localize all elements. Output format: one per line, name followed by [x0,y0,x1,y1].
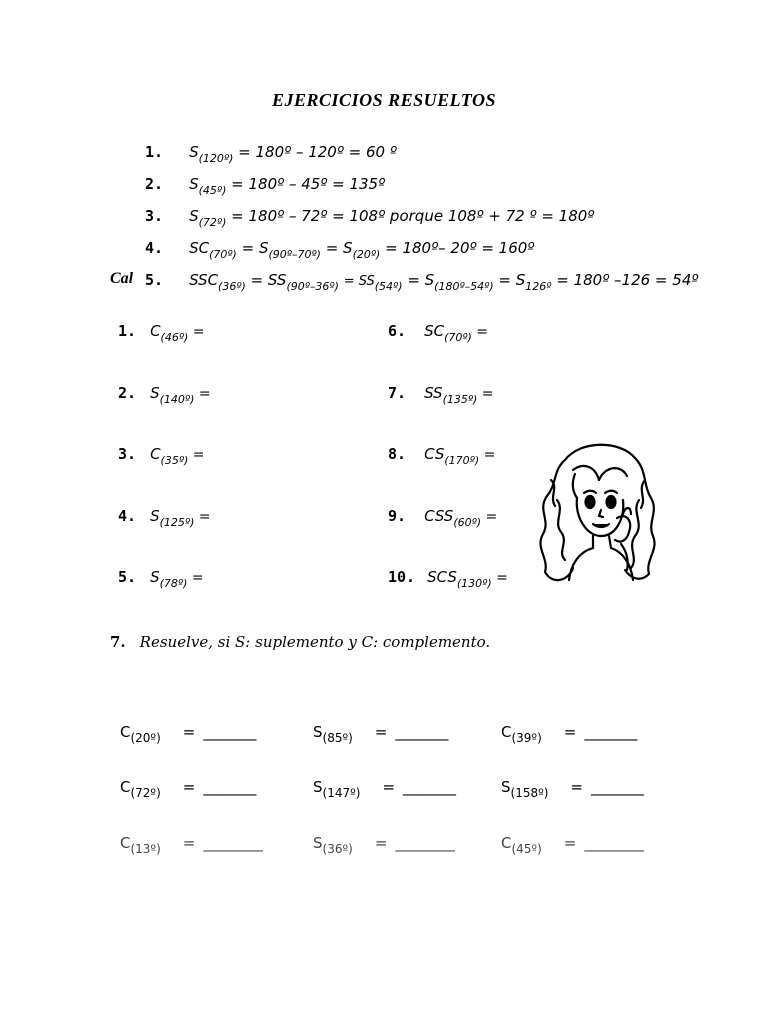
page-title: EJERCICIOS RESUELTOS [272,90,496,110]
item-number: 4. [145,239,164,257]
instruction-text: Resuelve, si S: suplemento y C: complemento. [139,633,491,651]
solved-row-1 [145,143,397,165]
fill-item-2-1: $C_{(72º)}$ = ________ [120,778,256,800]
exercise-expression: $S_{(125º)}$ = [150,507,211,529]
exercise-6 [388,322,488,344]
solved-row-3 [145,207,594,229]
solved-expression: $S_{(72º)}$ = 180º – 72º = 108º porque 108º + 72 º = 180º [189,207,595,229]
exercise-9 [388,507,497,529]
exercise-10 [388,568,508,590]
fill-item-2-2: $S_{(147º)}$ = ________ [313,778,456,800]
cal-label: Cal [110,270,134,287]
item-number: 5. [145,271,164,289]
exercise-expression: $S_{(78º)}$ = [150,568,204,590]
item-number: 7. [388,384,407,402]
exercise-8 [388,445,495,467]
girl-thinking-icon [535,440,660,590]
answer-blank[interactable]: ________ [403,778,456,796]
item-number: 10. [388,568,416,586]
item-number: 8. [388,445,407,463]
answer-blank[interactable]: ________ [591,778,644,796]
item-number: 1. [118,322,137,340]
solved-row-4 [145,239,534,261]
solved-row-5 [145,271,698,293]
fill-item-3-2: $S_{(36º)}$ = _________ [313,834,454,856]
solved-expression: $SC_{(70º)} = S_{(90º-70º)} = S_{(20º)}$ = 180º– 20º = 160º [189,239,535,261]
fill-item-3-1: $C_{(13º)}$ = _________ [120,834,262,856]
exercise-expression: $CSS_{(60º)}$ = [424,507,498,529]
answer-blank[interactable]: _________ [395,834,454,852]
answer-blank[interactable]: ________ [203,723,256,741]
solved-expression: $S_{(45º)}$ = 180º – 45º = 135º [189,175,386,197]
exercise-4 [118,507,211,529]
answer-blank[interactable]: _________ [584,834,643,852]
exercise-expression: $CS_{(170º)}$ = [424,445,496,467]
item-number: 2. [118,384,137,402]
fill-item-1-2: $S_{(85º)}$ = ________ [313,723,448,745]
item-number: 3. [145,207,164,225]
solved-row-2 [145,175,385,197]
fill-item-3-3: $C_{(45º)}$ = _________ [501,834,643,856]
exercise-7 [388,384,494,406]
item-number: 4. [118,507,137,525]
answer-blank[interactable]: ________ [584,723,637,741]
answer-blank[interactable]: _________ [203,834,262,852]
answer-blank[interactable]: ________ [395,723,448,741]
solved-expression: $S_{(120º)}$ = 180º – 120º = 60 º [189,143,397,165]
item-number: 1. [145,143,164,161]
exercise-1 [118,322,205,344]
fill-item-2-3: $S_{(158º)}$ = ________ [501,778,644,800]
instruction-number: 7. [110,633,126,651]
exercise-expression: $SC_{(70º)}$ = [424,322,489,344]
fill-item-1-1: $C_{(20º)}$ = ________ [120,723,256,745]
instruction [110,633,490,651]
item-number: 6. [388,322,407,340]
exercise-expression: $S_{(140º)}$ = [150,384,211,406]
exercise-expression: $SS_{(135º)}$ = [424,384,494,406]
item-number: 2. [145,175,164,193]
exercise-expression: $C_{(46º)}$ = [150,322,205,344]
exercise-expression: $C_{(35º)}$ = [150,445,205,467]
exercise-expression: $SCS_{(130º)}$ = [427,568,508,590]
answer-blank[interactable]: ________ [203,778,256,796]
item-number: 5. [118,568,137,586]
fill-item-1-3: $C_{(39º)}$ = ________ [501,723,637,745]
exercise-2 [118,384,211,406]
item-number: 9. [388,507,407,525]
solved-expression: $SSC_{(36º)} = SS_{(90º-36º)} = SS_{(54º)} = S_{(180º-54º)} = S_{126º}$ = 180º –126 = 54º [189,271,699,293]
exercise-5 [118,568,204,590]
item-number: 3. [118,445,137,463]
exercise-3 [118,445,205,467]
